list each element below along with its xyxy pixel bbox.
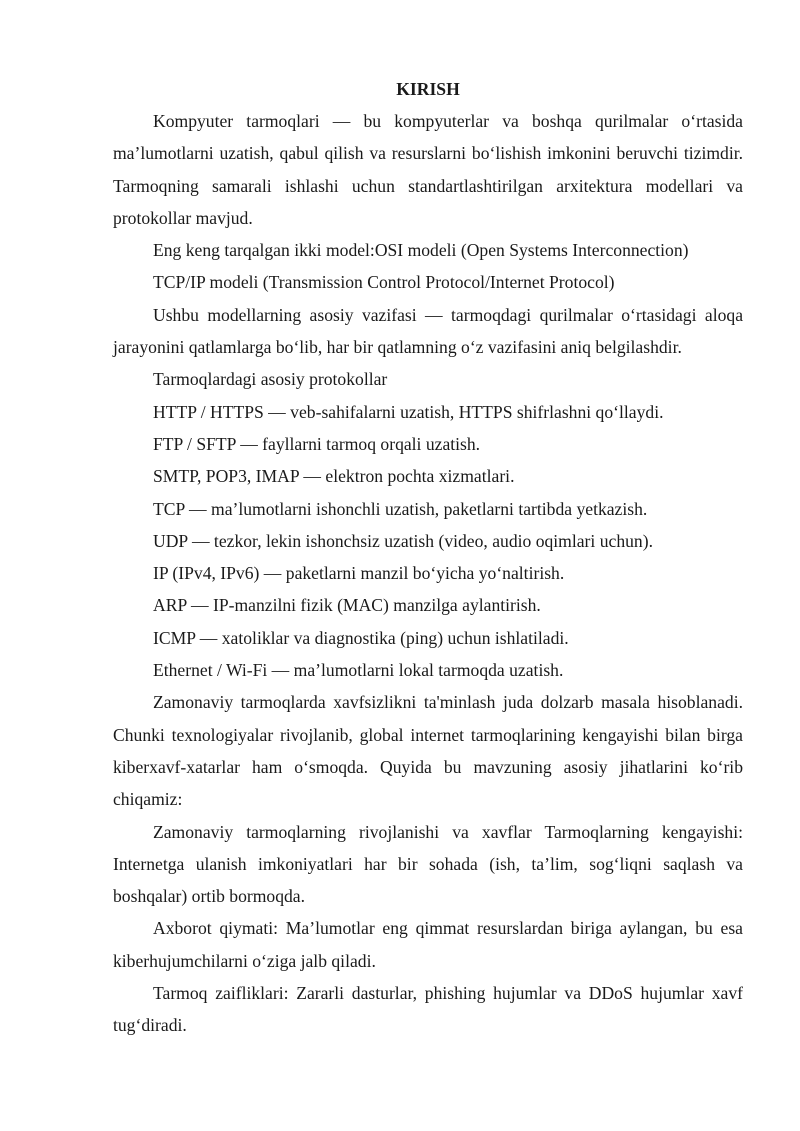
list-item-smtp: SMTP, POP3, IMAP — elektron pochta xizmatlari. [153,466,515,487]
paragraph-network-growth: Zamonaviy tarmoqlarning rivojlanishi va xavflar Tarmoqlarning kengayishi: Internetga ulanish imkoniyatlari har bir sohada (ish, ta’lim, sog‘liqni saqlash va boshqalar) ortib bormoqda. [113,821,743,907]
list-item-udp: UDP — tezkor, lekin ishonchsiz uzatish (video, audio oqimlari uchun). [153,530,653,551]
paragraph-tcpip: TCP/IP modeli (Transmission Control Protocol/Internet Protocol) [153,272,615,293]
list-item-ethernet: Ethernet / Wi-Fi — ma’lumotlarni lokal tarmoqda uzatish. [153,660,564,681]
list-item-icmp: ICMP — xatoliklar va diagnostika (ping) uchun ishlatiladi. [153,627,569,648]
list-item-http: HTTP / HTTPS — veb-sahifalarni uzatish, HTTPS shifrlashni qo‘llaydi. [153,401,664,422]
paragraph-models: Eng keng tarqalgan ikki model:OSI modeli (Open Systems Interconnection) [153,240,689,261]
list-item-arp: ARP — IP-manzilni fizik (MAC) manzilga aylantirish. [153,595,541,616]
paragraph-intro: Kompyuter tarmoqlari — bu kompyuterlar va boshqa qurilmalar o‘rtasida ma’lumotlarni uzatish, qabul qilish va resurslarni bo‘lishish imkonini beruvchi tizimdir. Tarmoqning samarali ishlashi uchun standartlashtirilgan arxitektura modellari va protokollar mavjud. [113,111,743,228]
paragraph-models-purpose: Ushbu modellarning asosiy vazifasi — tarmoqdagi qurilmalar o‘rtasidagi aloqa jarayonini qatlamlarga bo‘lib, har bir qatlamning o‘z vazifasini aniq belgilashdir. [113,304,743,358]
paragraph-security: Zamonaviy tarmoqlarda xavfsizlikni ta'minlash juda dolzarb masala hisoblanadi. Chunki texnologiyalar rivojlanib, global internet tarmoqlarining kengayishi bilan birga kiberxavf-xatarlar ham o‘smoqda. Quyida bu mavzuning asosiy jihatlarini ko‘rib chiqamiz: [113,692,743,810]
page-title: KIRISH [396,79,460,99]
document-page [113,73,743,1042]
paragraph-information-value: Axborot qiymati: Ma’lumotlar eng qimmat resurslardan biriga aylangan, bu esa kiberhujumchilarni o‘ziga jalb qiladi. [113,918,743,971]
list-item-tcp: TCP — ma’lumotlarni ishonchli uzatish, paketlarni tartibda yetkazish. [153,498,648,519]
list-item-ip: IP (IPv4, IPv6) — paketlarni manzil bo‘yicha yo‘naltirish. [153,563,565,584]
paragraph-network-vulnerabilities: Tarmoq zaifliklari: Zararli dasturlar, phishing hujumlar va DDoS hujumlar xavf tug‘diradi. [113,983,743,1036]
paragraph-protocols-heading: Tarmoqlardagi asosiy protokollar [153,369,388,390]
list-item-ftp: FTP / SFTP — fayllarni tarmoq orqali uzatish. [153,433,481,454]
